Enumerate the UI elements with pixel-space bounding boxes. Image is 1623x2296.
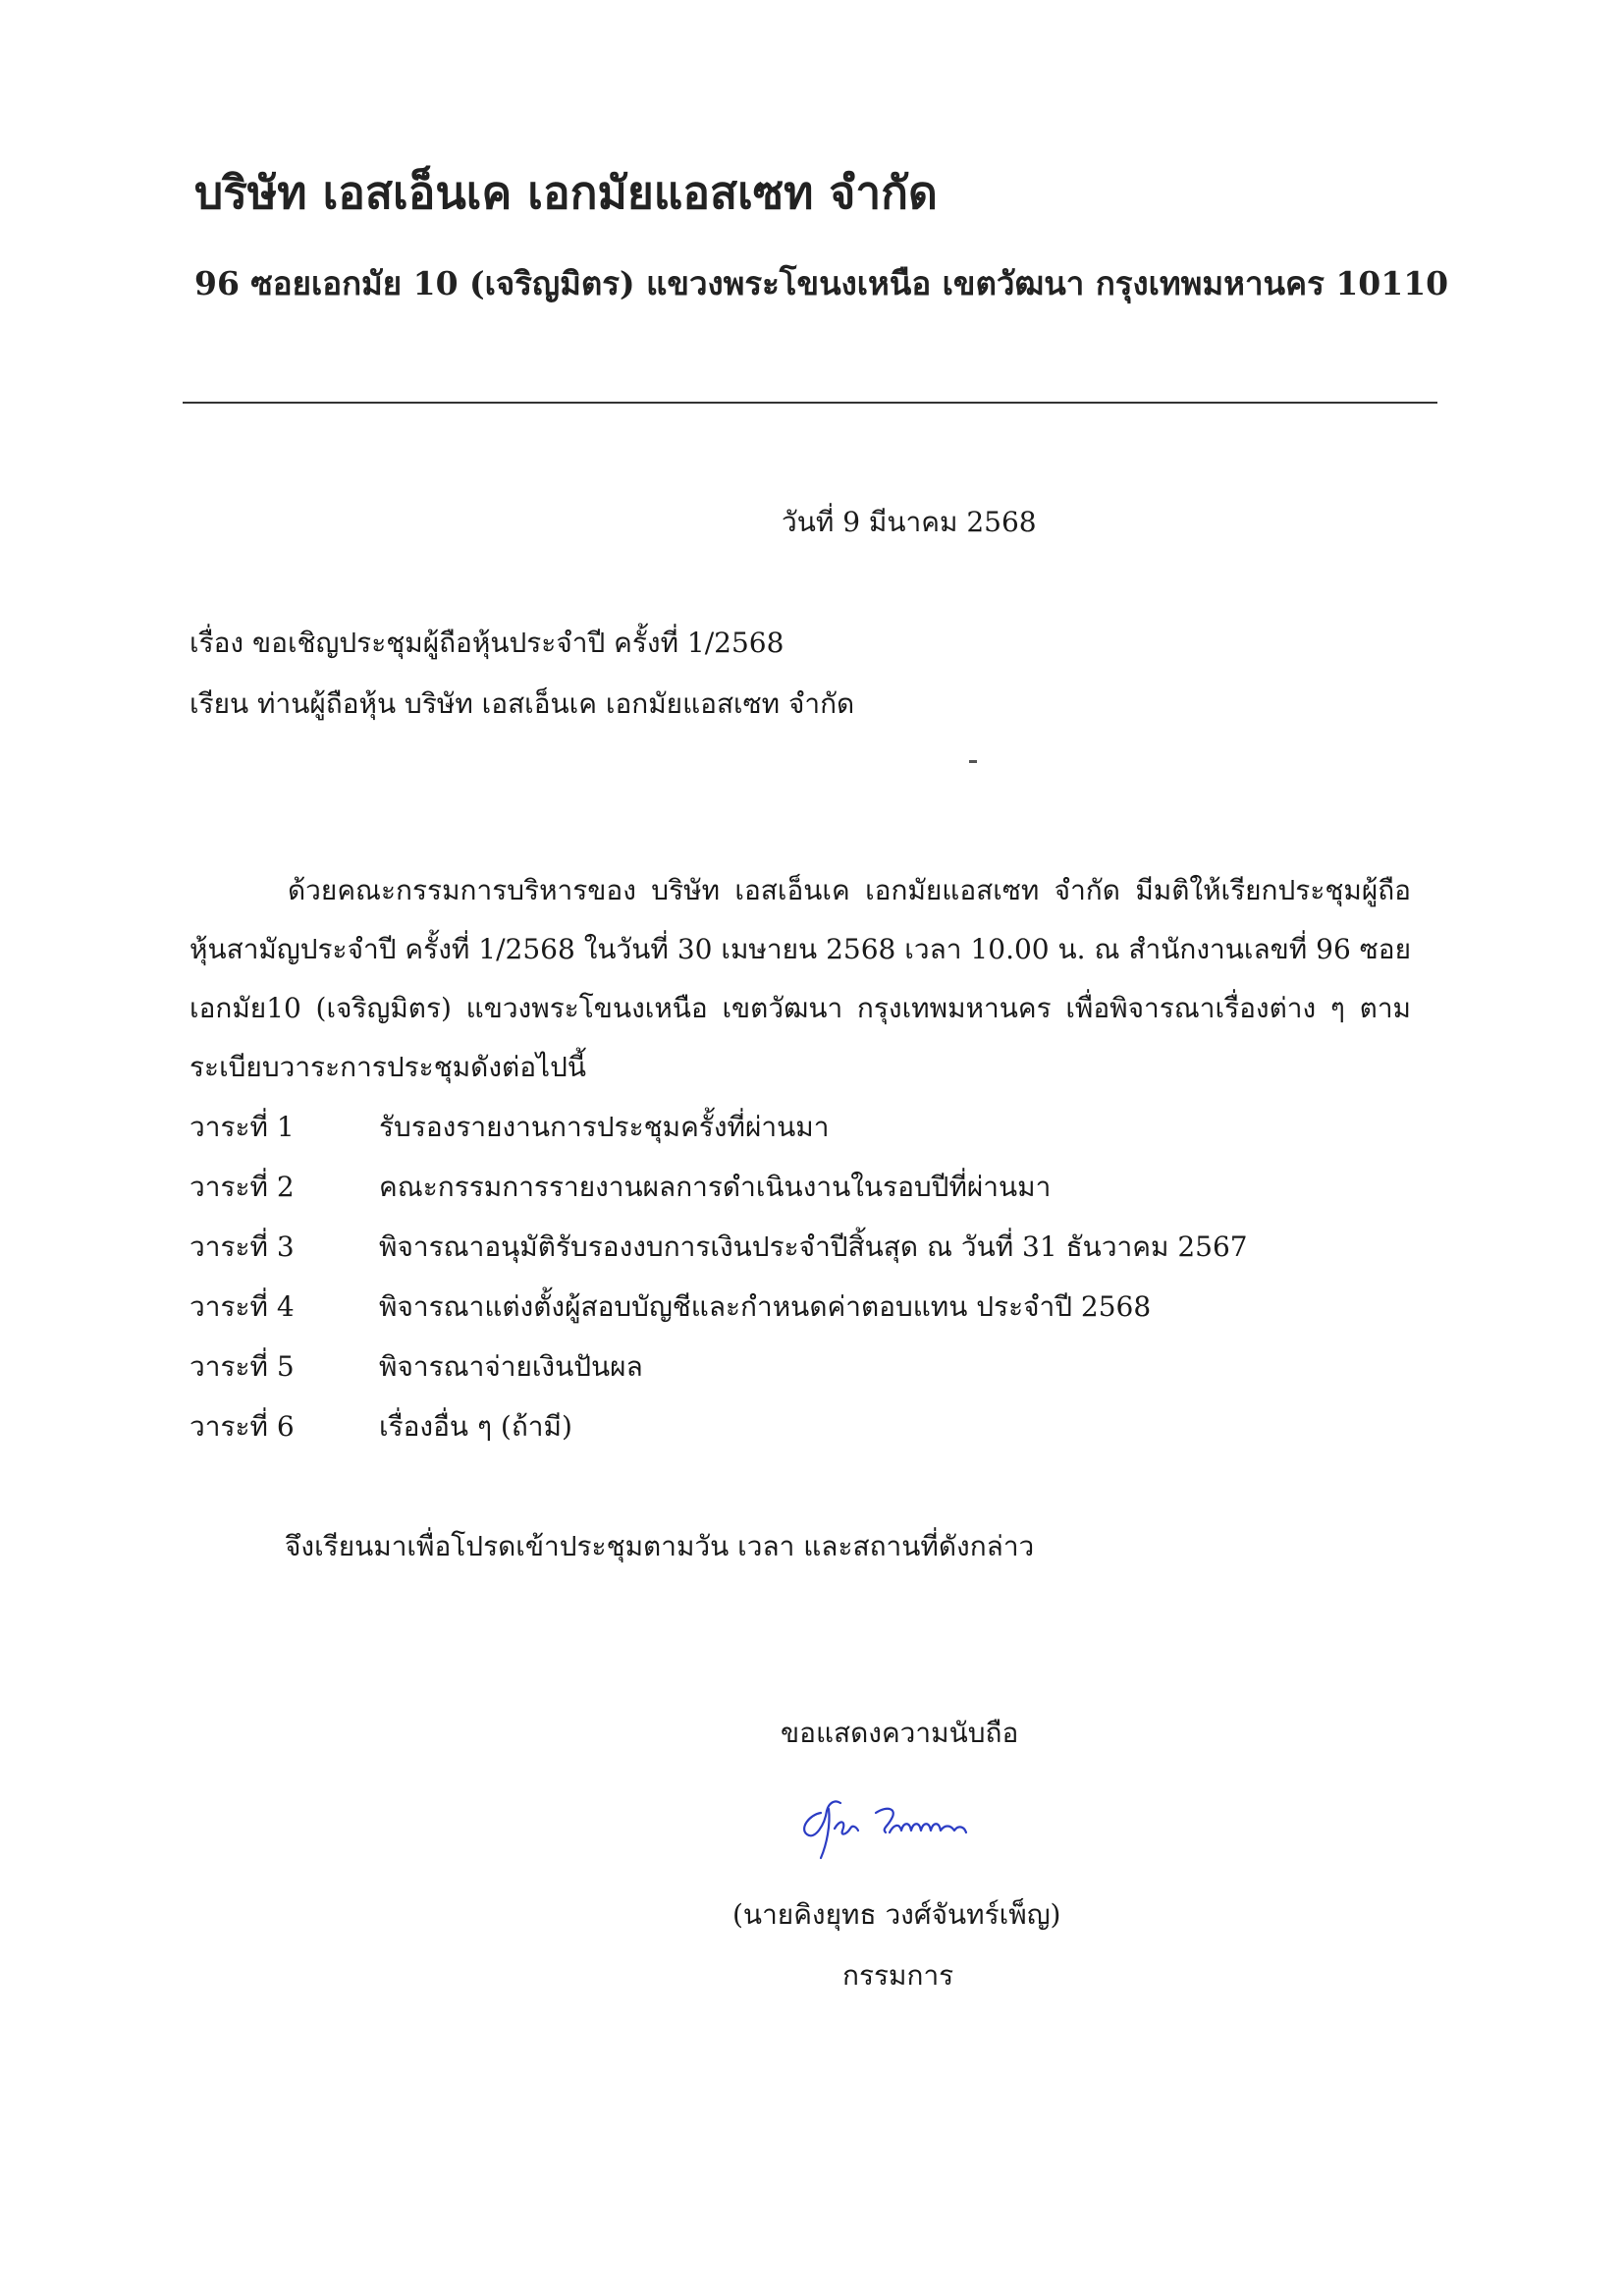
- letter-recipient: เรียน ท่านผู้ถือหุ้น บริษัท เอสเอ็นเค เอกมัยแอสเซท จำกัด: [189, 687, 855, 720]
- agenda-text: คณะกรรมการรายงานผลการดำเนินงานในรอบปีที่ผ่านมา: [379, 1170, 1052, 1203]
- closing-line: จึงเรียนมาเพื่อโปรดเข้าประชุมตามวัน เวลา และสถานที่ดังกล่าว: [285, 1530, 1035, 1562]
- letter-subject: เรื่อง ขอเชิญประชุมผู้ถือหุ้นประจำปี ครั้งที่ 1/2568: [189, 627, 784, 659]
- agenda-list: [189, 1097, 1411, 1456]
- agenda-text: พิจารณาจ่ายเงินปันผล: [379, 1349, 643, 1383]
- agenda-number: วาระที่ 4: [189, 1289, 295, 1323]
- letter-date: วันที่ 9 มีนาคม 2568: [782, 506, 1037, 538]
- header-divider: [183, 402, 1437, 404]
- agenda-number: วาระที่ 6: [189, 1409, 295, 1443]
- agenda-number: วาระที่ 1: [189, 1110, 295, 1143]
- letter-body: ด้วยคณะกรรมการบริหารของ บริษัท เอสเอ็นเค เอกมัยแอสเซท จำกัด มีมติให้เรียกประชุมผู้ถือหุ้นสามัญประจำปี ครั้งที่ 1/2568 ในวันที่ 30 เมษายน 2568 เวลา 10.00 น. ณ สำนักงานเลขที่ 96 ซอยเอกมัย10 (เจริญมิตร) แขวงพระโขนงเหนือ เขตวัฒนา กรุงเทพมหานคร เพื่อพิจารณาเรื่องต่าง ๆ ตามระเบียบวาระการประชุมดังต่อไปนี้: [189, 874, 1412, 1083]
- scan-mark: [969, 760, 977, 763]
- agenda-item: [189, 1337, 1411, 1396]
- agenda-text: เรื่องอื่น ๆ (ถ้ามี): [379, 1409, 572, 1443]
- agenda-number: วาระที่ 5: [189, 1349, 295, 1383]
- agenda-text: พิจารณาอนุมัติรับรองงบการเงินประจำปีสิ้นสุด ณ วันที่ 31 ธันวาคม 2567: [379, 1230, 1248, 1263]
- company-address: 96 ซอยเอกมัย 10 (เจริญมิตร) แขวงพระโขนงเหนือ เขตวัฒนา กรุงเทพมหานคร 10110: [194, 264, 1449, 302]
- agenda-text: พิจารณาแต่งตั้งผู้สอบบัญชีและกำหนดค่าตอบแทน ประจำปี 2568: [379, 1289, 1152, 1323]
- agenda-number: วาระที่ 3: [189, 1230, 295, 1263]
- agenda-text: รับรองรายงานการประชุมครั้งที่ผ่านมา: [379, 1110, 830, 1143]
- agenda-number: วาระที่ 2: [189, 1170, 295, 1203]
- agenda-item: [189, 1217, 1411, 1277]
- agenda-item: [189, 1277, 1411, 1337]
- signer-title: กรรมการ: [842, 1959, 954, 1992]
- agenda-item: [189, 1157, 1411, 1217]
- regards-line: ขอแสดงความนับถือ: [781, 1717, 1019, 1749]
- company-name: บริษัท เอสเอ็นเค เอกมัยแอสเซท จำกัด: [194, 166, 938, 219]
- agenda-item: [189, 1396, 1411, 1456]
- agenda-item: [189, 1097, 1411, 1157]
- signer-name: (นายคิงยุทธ วงศ์จันทร์เพ็ญ): [732, 1898, 1061, 1931]
- handwritten-signature: [791, 1785, 1017, 1864]
